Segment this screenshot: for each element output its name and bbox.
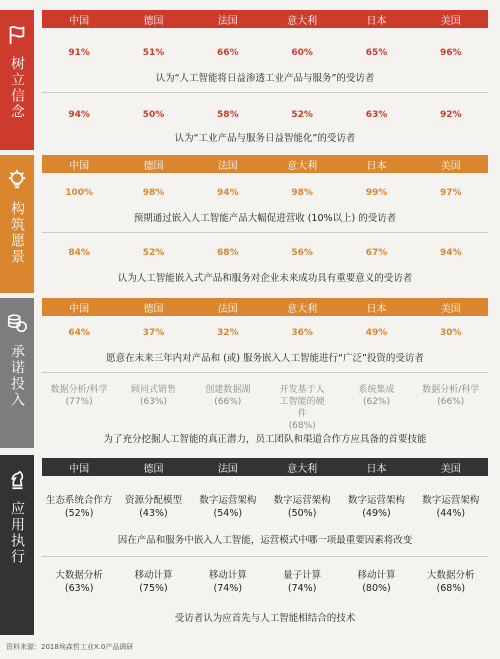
list-item: 大数据分析 (63%) [55,570,103,594]
value-cell: 98% [142,188,165,198]
value-cell: 52% [142,248,165,258]
country-france: 法国 [217,303,238,315]
lightbulb-icon [6,169,28,191]
country-china: 中国 [69,160,90,172]
country-italy: 意大利 [287,303,318,315]
value-cell: 92% [440,110,462,120]
value-cell: 50% [142,110,165,120]
coins-icon [6,312,28,334]
country-japan: 日本 [366,15,387,27]
vision-row-2 [42,248,488,258]
country-japan: 日本 [366,463,387,475]
section-belief-sidebar [0,10,34,150]
value-cell: 99% [365,188,388,198]
value-cell: 67% [365,248,388,258]
country-japan: 日本 [366,160,387,172]
country-italy: 意大利 [287,463,318,475]
value-cell: 98% [291,188,313,198]
vision-row-1 [42,188,488,198]
value-cell: 64% [68,328,90,338]
list-item: 数字运营架构 (50%) [273,495,331,519]
value-cell: 84% [68,248,90,258]
value-cell: 97% [440,188,462,198]
value-cell: 30% [440,328,462,338]
value-cell: 32% [217,328,239,338]
country-italy: 意大利 [287,15,318,27]
country-header-vision [42,155,488,173]
divider [42,232,488,233]
vision-caption-1: 预期通过嵌入人工智能产品大幅促进营收 (10%以上) 的受访者 [133,213,397,224]
value-cell: 94% [68,110,90,120]
skill-item: 开发基于人工智能的硬件 (68%) [279,385,325,431]
country-header-execute [42,458,488,476]
execute-caption-2: 受访者认为应首先与人工智能相结合的技术 [174,613,356,624]
belief-caption-1: 认为“人工智能将日益渗透工业产品与服务”的受访者 [155,73,375,84]
divider [42,556,488,557]
country-france: 法国 [217,160,238,172]
value-cell: 60% [291,48,313,58]
value-cell: 51% [142,48,165,58]
section-belief-label: 树立信念 [9,56,25,120]
country-italy: 意大利 [287,160,318,172]
country-germany: 德国 [143,15,164,27]
value-cell: 58% [217,110,239,120]
list-item: 数字运营架构 (44%) [422,495,480,519]
list-item: 大数据分析 (68%) [427,570,475,594]
country-china: 中国 [69,463,90,475]
value-cell: 37% [142,328,165,338]
value-cell: 66% [217,48,239,58]
execute-caption-1: 因在产品和服务中嵌入人工智能，运营模式中哪一项最重要因素将改变 [117,535,413,546]
skill-item: 数据分析/科学 (77%) [50,385,108,407]
flag-icon [6,24,28,46]
list-item: 数字运营架构 (54%) [199,495,257,519]
value-cell: 63% [365,110,388,120]
value-cell: 56% [291,248,313,258]
skill-item: 顾问式销售 (63%) [130,385,176,407]
belief-row-1 [42,48,488,58]
list-item: 数字运营架构 (49%) [347,495,405,519]
country-usa: 美国 [440,160,461,172]
operating-model-row [42,494,488,520]
divider [42,372,488,373]
value-cell: 94% [440,248,462,258]
section-vision-sidebar [0,155,34,293]
country-germany: 德国 [143,303,164,315]
country-china: 中国 [69,15,90,27]
country-header-belief [42,10,488,28]
list-item: 生态系统合作方 (52%) [45,495,113,519]
section-execute-sidebar [0,455,34,635]
list-item: 资源分配模型 (43%) [124,495,182,519]
value-cell: 65% [365,48,388,58]
list-item: 量子计算 (74%) [283,570,322,594]
belief-row-2 [42,110,488,120]
country-germany: 德国 [143,463,164,475]
chess-knight-icon [6,469,28,491]
country-usa: 美国 [440,463,461,475]
skill-item: 创建数据湖 (66%) [205,385,251,407]
commit-caption-1: 愿意在未来三年内对产品和 (或) 服务嵌入人工智能进行“广泛”投资的受访者 [106,353,424,364]
source-note: 资料来源：2018埃森哲工业X.0产品调研 [6,643,134,651]
list-item: 移动计算 (74%) [208,570,247,594]
section-commit-sidebar [0,298,34,448]
skills-row [42,384,488,432]
value-cell: 94% [217,188,239,198]
country-usa: 美国 [440,15,461,27]
commit-caption-2: 为了充分挖掘人工智能的真正潜力，员工团队和渠道合作方应具备的首要技能 [103,434,427,445]
value-cell: 68% [217,248,239,258]
value-cell: 49% [365,328,388,338]
country-japan: 日本 [366,303,387,315]
country-france: 法国 [217,463,238,475]
skill-item: 数据分析/科学 (66%) [422,385,480,407]
value-cell: 96% [440,48,462,58]
skill-item: 系统集成 (62%) [358,385,395,407]
list-item: 移动计算 (80%) [357,570,396,594]
country-germany: 德国 [143,160,164,172]
country-usa: 美国 [440,303,461,315]
value-cell: 52% [291,110,313,120]
value-cell: 100% [65,188,94,198]
country-china: 中国 [69,303,90,315]
section-execute-label: 应用执行 [9,501,25,565]
section-commit-label: 承诺投入 [9,344,25,408]
value-cell: 36% [291,328,313,338]
vision-caption-2: 认为人工智能嵌入式产品和服务对企业未来成功具有重要意义的受访者 [117,273,413,284]
section-vision-label: 构筑愿景 [9,201,25,265]
commit-row-1 [42,328,488,338]
divider [42,92,488,93]
list-item: 移动计算 (75%) [134,570,173,594]
value-cell: 91% [68,48,90,58]
country-header-commit [42,298,488,316]
belief-caption-2: 认为“工业产品与服务日益智能化”的受访者 [174,133,356,144]
technology-row [42,569,488,595]
country-france: 法国 [217,15,238,27]
